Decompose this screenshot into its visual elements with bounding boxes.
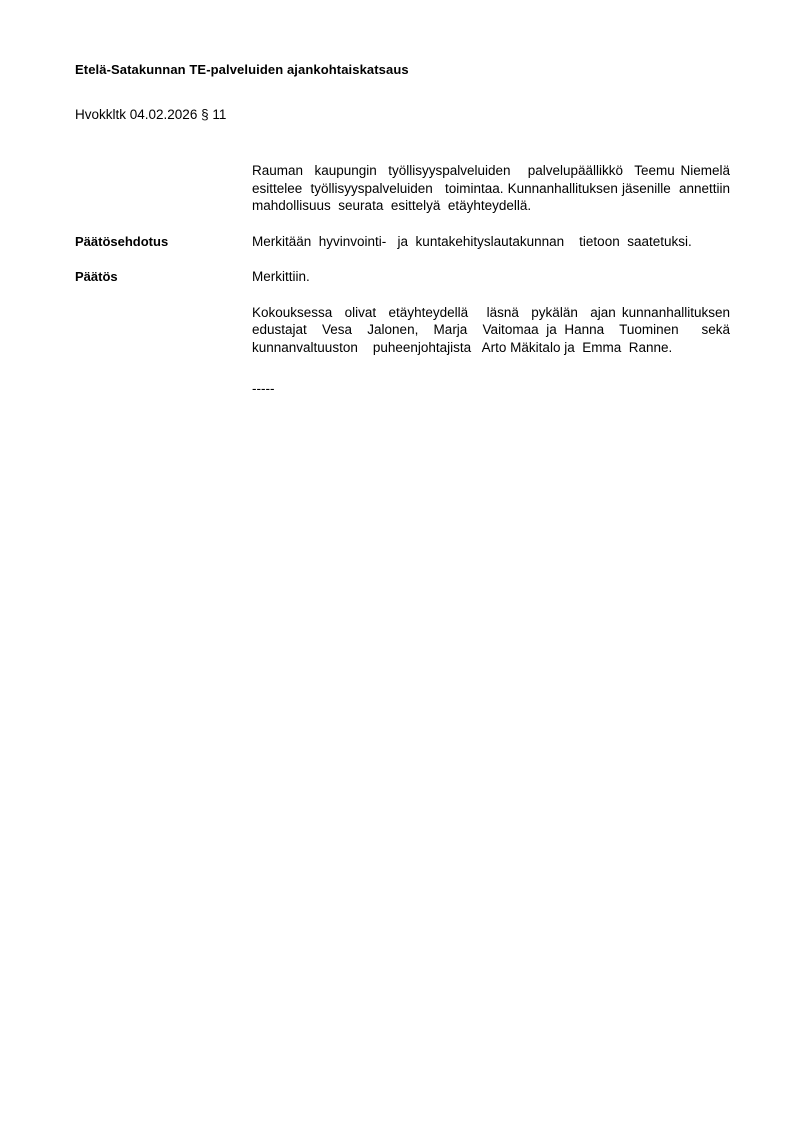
section-content-paatosehdotus (252, 233, 738, 251)
page-title: Etelä-Satakunnan TE-palveluiden ajankohtaiskatsaus (75, 62, 409, 77)
intro-content (252, 162, 738, 215)
section-content-paatos (252, 268, 738, 286)
section-label-paatos: Päätös (75, 269, 118, 284)
intro-paragraph: Rauman kaupungin työllisyyspalveluiden palvelupäällikkö Teemu Niemelä esittelee työllisyyspalveluiden toimintaa. Kunnanhallituksen jäsenille annettiin mahdollisuus seurata esittelyä etäyhteydellä. (252, 163, 738, 213)
section-text-paatos: Merkittiin. (252, 269, 310, 284)
closing-paragraph: Kokouksessa olivat etäyhteydellä läsnä pykälän ajan kunnanhallituksen edustajat Vesa Jalonen, Marja Vaitomaa ja Hanna Tuominen sekä kunnanvaltuuston puheenjohtajista Arto Mäkitalo ja Emma Ranne. (252, 304, 746, 355)
section-row-paatosehdotus (75, 233, 738, 251)
intro-row (75, 162, 738, 215)
document-body (75, 162, 746, 398)
end-marker: ----- (252, 381, 275, 396)
closing-row (75, 304, 746, 398)
section-row-paatos (75, 268, 738, 286)
section-text-paatosehdotus: Merkitään hyvinvointi- ja kuntakehityslautakunnan tietoon saatetuksi. (252, 233, 692, 249)
closing-content (252, 304, 746, 398)
meeting-reference: Hvokkltk 04.02.2026 § 11 (75, 107, 227, 122)
section-label-paatosehdotus: Päätösehdotus (75, 233, 169, 249)
